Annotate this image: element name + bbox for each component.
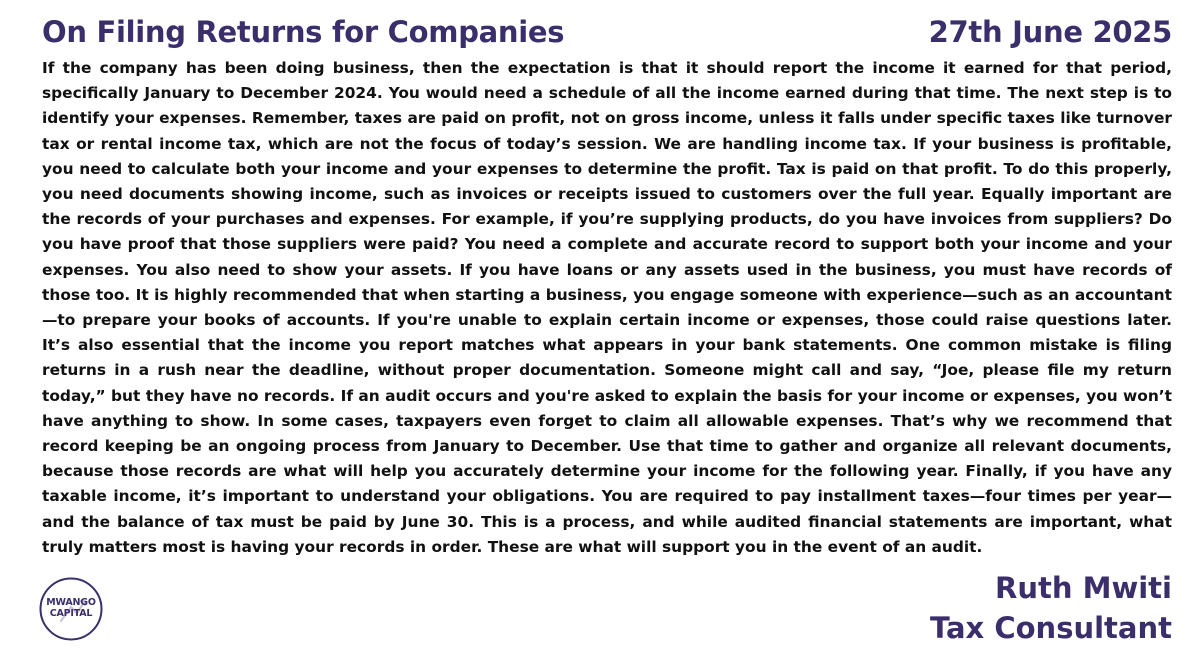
date-label: 27th June 2025	[928, 15, 1172, 49]
author-name: Ruth Mwiti	[995, 571, 1172, 605]
author-role: Tax Consultant	[929, 611, 1172, 645]
body-paragraph: If the company has been doing business, then the expectation is that it should report the income it earned for that period, specifically January to December 2024. You would need a schedule of all the income earned during that time. The next step is to identify your expenses. Remember, taxes are paid on profit, not on gross income, unless it falls under specific taxes like turnover tax or rental income tax, which are not the focus of today’s session. We are handling income tax. If your business is profitable, you need to calculate both your income and your expenses to determine the profit. Tax is paid on that profit. To do this properly, you need documents showing income, such as invoices or receipts issued to customers over the full year. Equally important are the records of your purchases and expenses. For example, if you’re supplying products, do you have invoices from suppliers? Do you have proof that those suppliers were paid? You need a complete and accurate record to support both your income and your expenses. You also need to show your assets. If you have loans or any assets used in the business, you must have records of those too. It is highly recommended that when starting a business, you engage someone with experience—such as an accountant—to prepare your books of accounts. If you're unable to explain certain income or expenses, those could raise questions later. It’s also essential that the income you report matches what appears in your bank statements. One common mistake is filing returns in a rush near the deadline, without proper documentation. Someone might call and say, “Joe, please file my return today,” but they have no records. If an audit occurs and you're asked to explain the basis for your income or expenses, you won’t have anything to show. In some cases, taxpayers even forget to claim all allowable expenses. That’s why we recommend that record keeping be an ongoing process from January to December. Use that time to gather and organize all relevant documents, because those records are what will help you accurately determine your income for the following year. Finally, if you have any taxable income, it’s important to understand your obligations. You are required to pay installment taxes—four times per year—and the balance of tax must be paid by June 30. This is a process, and while audited financial statements are important, what truly matters most is having your records in order. These are what will support you in the event of an audit.	[42, 59, 1172, 556]
mwango-capital-logo	[39, 577, 103, 641]
page-title: On Filing Returns for Companies	[42, 15, 565, 49]
logo-line-1: MWANGO	[46, 597, 96, 608]
logo-text	[39, 597, 103, 619]
logo-line-2: CAPITAL	[49, 608, 93, 619]
header	[42, 10, 1172, 54]
signature-block	[930, 568, 1172, 648]
